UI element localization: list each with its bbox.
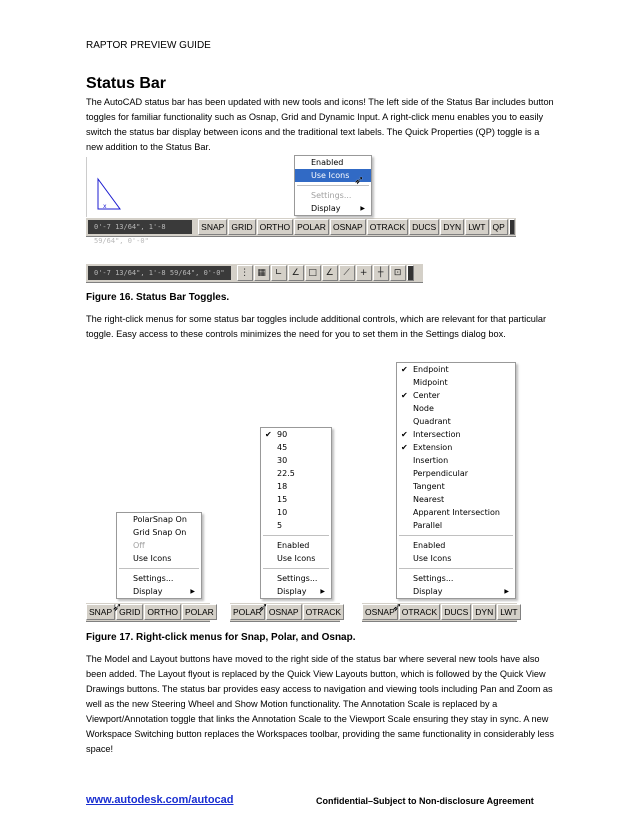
polar-toggle[interactable]: POLAR: [230, 604, 265, 620]
coordinate-readout: 0'-7 13/64", 1'-8 59/64", 0'-0": [88, 220, 192, 234]
osnap-toggle[interactable]: OSNAP: [362, 604, 398, 620]
menu-item-display-label: Display: [311, 204, 341, 213]
otrack-toggle[interactable]: OTRACK: [399, 604, 440, 620]
osnap-item[interactable]: [397, 441, 515, 454]
menu-item-use-icons[interactable]: Use Icons: [413, 554, 452, 563]
menu-separator: [263, 568, 329, 569]
angle-item[interactable]: 15: [277, 495, 288, 504]
lwt-toggle[interactable]: LWT: [497, 604, 520, 620]
grid-toggle[interactable]: GRID: [116, 604, 143, 620]
osnap-item[interactable]: Apparent Intersection: [413, 508, 500, 517]
ortho-toggle[interactable]: ORTHO: [257, 219, 294, 235]
polar-menu-figure: [230, 425, 340, 620]
footer-notice: Confidential–Subject to Non-disclosure Agreement: [316, 796, 534, 806]
footer-link[interactable]: www.autodesk.com/autocad: [86, 794, 234, 806]
osnap-item[interactable]: Insertion: [413, 456, 449, 465]
osnap-label: Endpoint: [413, 365, 449, 374]
menu-item-polarsnap-on[interactable]: PolarSnap On: [133, 515, 187, 524]
osnap-toggle[interactable]: OSNAP: [266, 604, 302, 620]
menu-item-display-label: Display: [413, 587, 443, 596]
menu-item-enabled[interactable]: Enabled: [413, 541, 446, 550]
menu-item-display-label: Display: [277, 587, 307, 596]
status-bar-icons-end: [407, 265, 414, 281]
model-layout-paragraph: The Model and Layout buttons have moved to the right side of the status bar where several new tools have also been added. The Layout flyout is replaced by the Quick View Layouts button, which is followed by the Quick View Drawings buttons. The status bar provides easy access to navigation and viewing tools including Pan and Zoom as well as the new Steering Wheel and Show Motion functionality. The Annotation Scale is replaced by a Viewport/Annotation toggle that links the Annotation Scale to the Viewport Scale ensuring they stay in sync. A new Workspace Switching button replaces the Workspaces toolbar, providing the same functionality in considerably less space!: [86, 654, 554, 754]
osnap-label: Extension: [413, 443, 453, 452]
menu-separator: [399, 568, 513, 569]
polar-icon[interactable]: ∠: [288, 265, 304, 281]
checkmark-icon: ✔: [401, 443, 408, 452]
menu-item-enabled[interactable]: Enabled: [277, 541, 310, 550]
menu-item-grid-snap-on[interactable]: Grid Snap On: [133, 528, 187, 537]
status-bar-icons: [86, 263, 423, 283]
angle-item[interactable]: 10: [277, 508, 288, 517]
osnap-item[interactable]: Quadrant: [413, 417, 451, 426]
otrack-toggle[interactable]: OTRACK: [367, 219, 408, 235]
polar-toggle[interactable]: POLAR: [294, 219, 329, 235]
menu-item-display[interactable]: [397, 585, 515, 598]
svg-text:x: x: [103, 203, 107, 210]
figure16-screenshot-text: [86, 157, 516, 245]
menu-separator: [119, 568, 199, 569]
lwt-icon[interactable]: ┼: [373, 265, 389, 281]
dyn-toggle[interactable]: DYN: [472, 604, 496, 620]
menu-item-enabled[interactable]: Enabled: [311, 158, 344, 167]
toggle-menus-paragraph: The right-click menus for some status bar toggles include additional controls, which are relevant for that particular toggle. Easy access to these controls minimizes the need for you to set them in the Settings dialog box.: [86, 314, 547, 339]
otrack-toggle[interactable]: OTRACK: [303, 604, 344, 620]
polar-toggle[interactable]: POLAR: [182, 604, 217, 620]
angle-item[interactable]: [261, 428, 331, 441]
menu-item-display[interactable]: [117, 585, 201, 598]
osnap-item[interactable]: Midpoint: [413, 378, 448, 387]
menu-item-display[interactable]: [261, 585, 331, 598]
menu-separator: [263, 535, 329, 536]
menu-item-use-icons[interactable]: Use Icons: [133, 554, 172, 563]
menu-separator: [399, 535, 513, 536]
osnap-item[interactable]: Nearest: [413, 495, 445, 504]
dyn-icon[interactable]: +: [356, 265, 372, 281]
osnap-item[interactable]: [397, 389, 515, 402]
menu-item-off: Off: [133, 541, 145, 550]
angle-item[interactable]: 5: [277, 521, 283, 530]
submenu-arrow-icon: ▶: [320, 588, 325, 595]
angle-label: 90: [277, 430, 288, 439]
snap-icon[interactable]: ⋮: [237, 265, 253, 281]
osnap-toggle[interactable]: OSNAP: [330, 219, 366, 235]
mouse-pointer-icon: ➶: [354, 173, 365, 187]
mouse-pointer-icon: ➶: [392, 600, 403, 614]
snap-toggle[interactable]: SNAP: [86, 604, 115, 620]
osnap-menu-figure: [362, 360, 517, 620]
grid-icon[interactable]: ▦: [254, 265, 270, 281]
menu-item-settings[interactable]: Settings...: [133, 574, 174, 583]
ortho-icon[interactable]: ∟: [271, 265, 287, 281]
menu-item-settings: Settings...: [311, 191, 352, 200]
osnap-icon[interactable]: □: [305, 265, 321, 281]
ducs-toggle[interactable]: DUCS: [409, 219, 439, 235]
osnap-label: Center: [413, 391, 440, 400]
section-title: Status Bar: [86, 75, 167, 92]
angle-item[interactable]: 30: [277, 456, 288, 465]
qp-toggle[interactable]: QP: [490, 219, 508, 235]
angle-item[interactable]: 18: [277, 482, 288, 491]
ucs-icon: [94, 177, 124, 213]
grid-toggle[interactable]: GRID: [228, 219, 255, 235]
menu-item-use-icons[interactable]: Use Icons: [295, 169, 371, 182]
snap-toggle[interactable]: SNAP: [198, 219, 227, 235]
osnap-context-menu: [396, 362, 516, 599]
osnap-item[interactable]: Tangent: [413, 482, 445, 491]
status-bar-end: [509, 219, 515, 235]
ortho-toggle[interactable]: ORTHO: [144, 604, 181, 620]
menu-item-settings[interactable]: Settings...: [413, 574, 454, 583]
figure17-caption: Figure 17. Right-click menus for Snap, Polar, and Osnap.: [86, 632, 356, 643]
snap-status-bar: [86, 602, 214, 622]
checkmark-icon: ✔: [401, 430, 408, 439]
qp-icon[interactable]: ⊡: [390, 265, 406, 281]
submenu-arrow-icon: ▶: [360, 205, 365, 212]
mouse-pointer-icon: ➶: [112, 600, 123, 614]
submenu-arrow-icon: ▶: [190, 588, 195, 595]
coordinate-readout-icons: 0'-7 13/64", 1'-8 59/64", 0'-0": [88, 266, 231, 280]
otrack-icon[interactable]: ∠: [322, 265, 338, 281]
submenu-arrow-icon: ▶: [504, 588, 509, 595]
lwt-toggle[interactable]: LWT: [465, 219, 488, 235]
osnap-item[interactable]: [397, 428, 515, 441]
menu-item-display[interactable]: [295, 202, 371, 215]
menu-item-display-label: Display: [133, 587, 163, 596]
page-header: RAPTOR PREVIEW GUIDE: [86, 40, 211, 51]
polar-context-menu: [260, 427, 332, 599]
snap-context-menu: [116, 512, 202, 599]
osnap-status-bar: [362, 602, 517, 622]
osnap-item[interactable]: Perpendicular: [413, 469, 469, 478]
ducs-icon[interactable]: ⟋: [339, 265, 355, 281]
osnap-item[interactable]: Parallel: [413, 521, 443, 530]
osnap-item[interactable]: Node: [413, 404, 434, 413]
polar-status-bar: [230, 602, 340, 622]
menu-item-settings[interactable]: Settings...: [277, 574, 318, 583]
ducs-toggle[interactable]: DUCS: [441, 604, 471, 620]
checkmark-icon: ✔: [401, 391, 408, 400]
angle-item[interactable]: 22.5: [277, 469, 295, 478]
osnap-item[interactable]: [397, 363, 515, 376]
snap-menu-figure: [86, 510, 214, 620]
checkmark-icon: ✔: [265, 430, 272, 439]
intro-paragraph: The AutoCAD status bar has been updated with new tools and icons! The left side of the Status Bar includes button toggles for familiar functionality such as Osnap, Grid and Dynamic Input. A right-click menu enables you to easily switch the status bar display between icons and the traditional text labels. The Quick Properties (QP) toggle is a new addition to the Status Bar.: [86, 97, 554, 152]
status-bar-text: [86, 217, 516, 245]
angle-item[interactable]: 45: [277, 443, 288, 452]
osnap-label: Intersection: [413, 430, 461, 439]
menu-item-use-icons[interactable]: Use Icons: [277, 554, 316, 563]
checkmark-icon: ✔: [401, 365, 408, 374]
dyn-toggle[interactable]: DYN: [440, 219, 464, 235]
figure16-caption: Figure 16. Status Bar Toggles.: [86, 292, 230, 303]
mouse-pointer-icon: ➶: [258, 600, 269, 614]
